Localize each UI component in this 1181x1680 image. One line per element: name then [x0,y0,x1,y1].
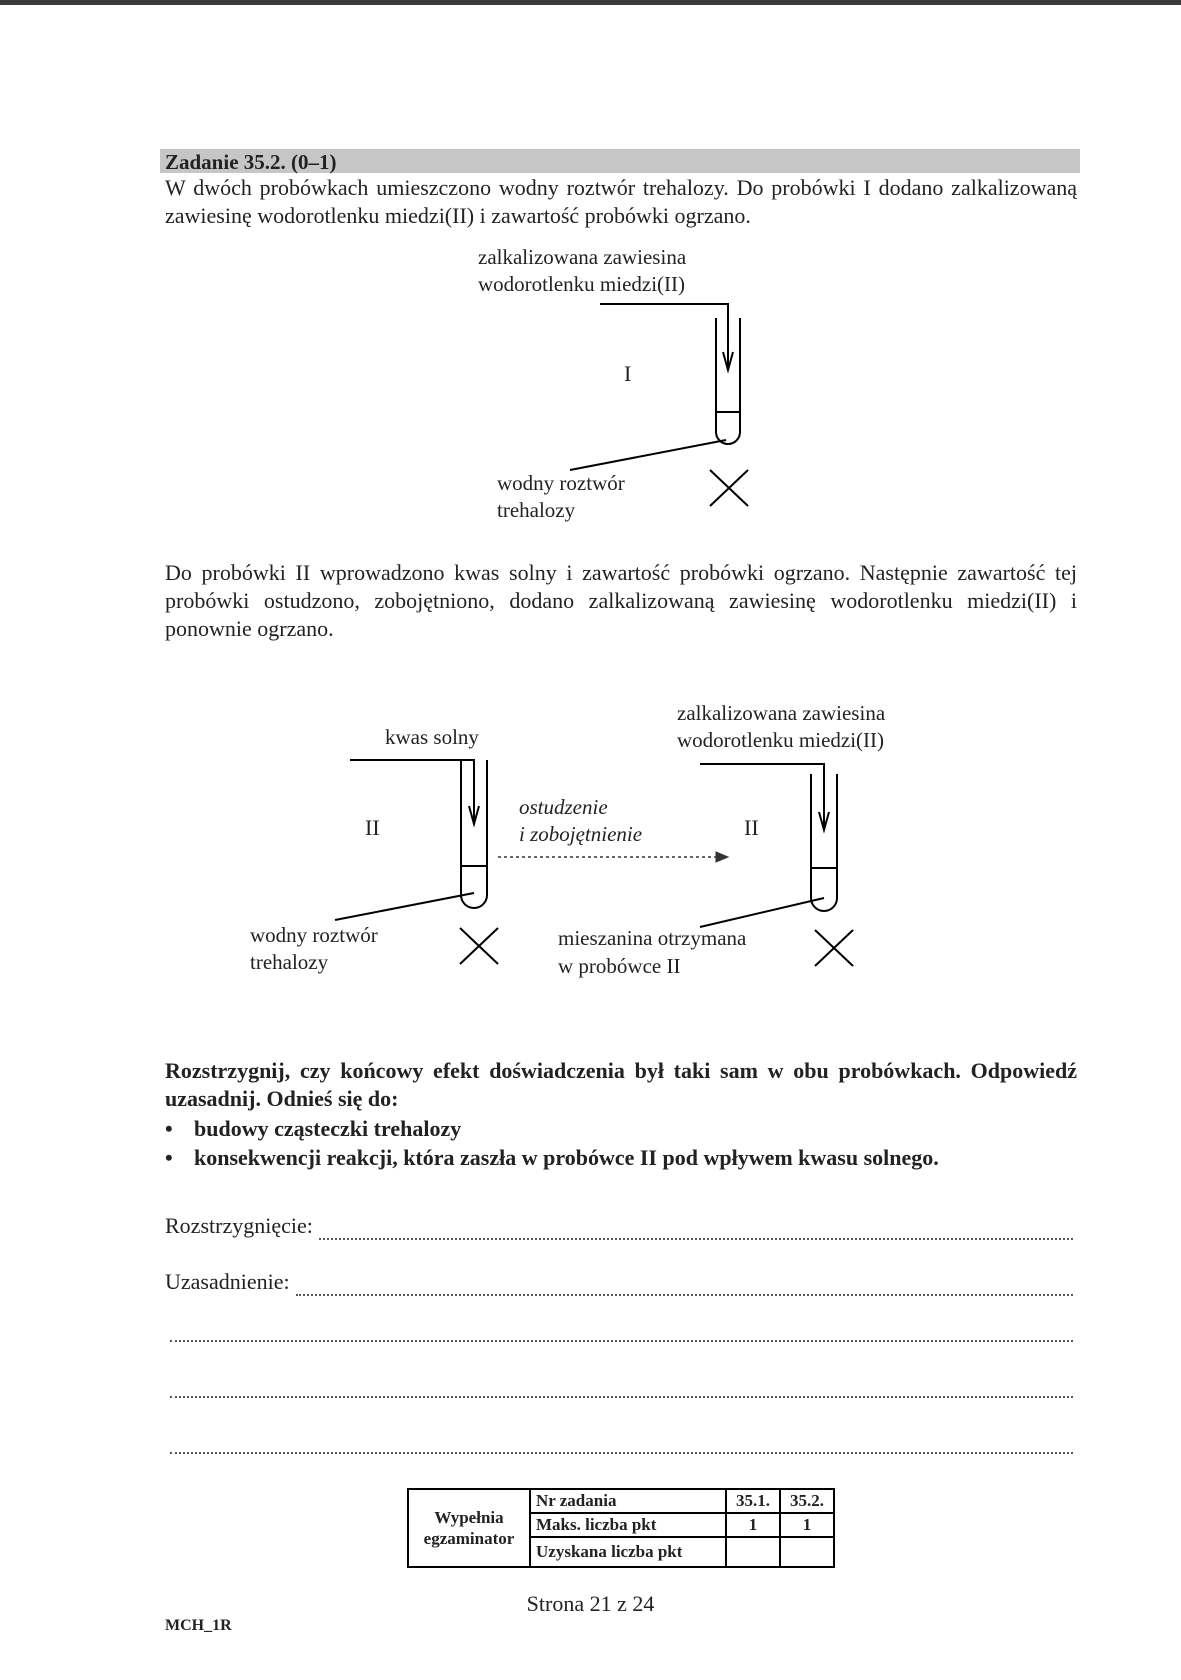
reagent-arrow-1 [600,304,733,370]
reagent-arrow-3 [700,764,829,830]
solution-pointer-2 [335,893,474,920]
burner-cross-2 [460,928,498,964]
solution-label-2-line2: trehalozy [250,950,329,974]
bullet-icon: • [165,1116,173,1141]
arrow-label-line1: ostudzenie [519,795,608,819]
answer-line[interactable] [170,1396,1073,1398]
tube-label-II-right: II [744,815,759,840]
obtained-points-2[interactable] [780,1537,834,1567]
decision-answer-row[interactable] [165,1212,1073,1240]
max-points-1: 1 [726,1513,780,1537]
mixture-label-line1: mieszanina otrzymana [558,926,747,950]
task-intro: W dwóch probówkach umieszczono wodny roztwór trehalozy. Do probówki I dodano zalkalizowaną zawiesinę wodorotlenku miedzi(II) i zawartość probówki ogrzano. [165,175,1077,228]
task-header: Zadanie 35.2. (0–1) [160,149,1080,173]
reagent-label-1-line2: wodorotlenku miedzi(II) [478,272,686,296]
bullet-item [165,1114,1077,1143]
task-instructions: Rozstrzygnij, czy końcowy efekt doświadczenia był taki sam w obu probówkach. Odpowiedź uzasadnij. Odnieś się do: [165,1058,1077,1111]
task-number-label: Nr zadania [530,1489,726,1513]
reagent-label-3-line1: zalkalizowana zawiesina [677,701,886,725]
task-intro-2: Do probówki II wprowadzono kwas solny i zawartość probówki ogrzano. Następnie zawartość tej probówki ostudzono, zobojętniono, dodano zalkalizowaną zawiesinę wodorotlenku miedzi(II) i ponownie ogrzano. [165,560,1077,641]
bullet-text: konsekwencji reakcji, która zaszła w probówce II pod wpływem kwasu solnego. [194,1145,939,1170]
reagent-label-1-line1: zalkalizowana zawiesina [478,245,687,269]
burner-cross-1 [710,470,748,506]
bullet-item [165,1143,1077,1172]
decision-label: Rozstrzygnięcie: [165,1213,313,1238]
decision-answer-line[interactable] [319,1220,1073,1240]
tube-label-II-left: II [365,815,380,840]
exam-code: MCH_1R [165,1617,232,1634]
examiner-label-line1: Wypełnia [434,1508,504,1527]
examiner-label-line2: egzaminator [423,1529,515,1548]
solution-label-1-line2: trehalozy [497,498,576,522]
task-number-1: 35.1. [726,1489,780,1513]
solution-pointer-1 [570,440,726,470]
reagent-label-3-line2: wodorotlenku miedzi(II) [677,728,885,752]
mixture-pointer [700,898,824,927]
bullet-list [165,1114,1077,1172]
page-number: Strona 21 z 24 [526,1591,655,1616]
process-arrow [498,852,728,862]
max-points-label: Maks. liczba pkt [530,1513,726,1537]
max-points-2: 1 [780,1513,834,1537]
tube-label-I: I [624,361,632,386]
examiner-cell [408,1489,530,1567]
solution-label-1-line1: wodny roztwór [497,471,625,495]
bullet-icon: • [165,1145,173,1170]
justification-answer-line[interactable] [296,1276,1073,1296]
obtained-points-label: Uzyskana liczba pkt [530,1537,726,1567]
solution-label-2-line1: wodny roztwór [250,923,378,947]
mixture-label-line2: w probówce II [558,954,681,978]
bullet-text: budowy cząsteczki trehalozy [194,1116,462,1141]
reagent-label-2: kwas solny [385,725,479,749]
score-table [407,1488,835,1568]
burner-cross-3 [815,930,853,966]
answer-line[interactable] [170,1452,1073,1454]
task-number-2: 35.2. [780,1489,834,1513]
justification-label: Uzasadnienie: [165,1269,290,1294]
obtained-points-1[interactable] [726,1537,780,1567]
justification-answer-row[interactable] [165,1268,1073,1296]
arrow-label-line2: i zobojętnienie [519,822,643,846]
answer-line[interactable] [170,1340,1073,1342]
